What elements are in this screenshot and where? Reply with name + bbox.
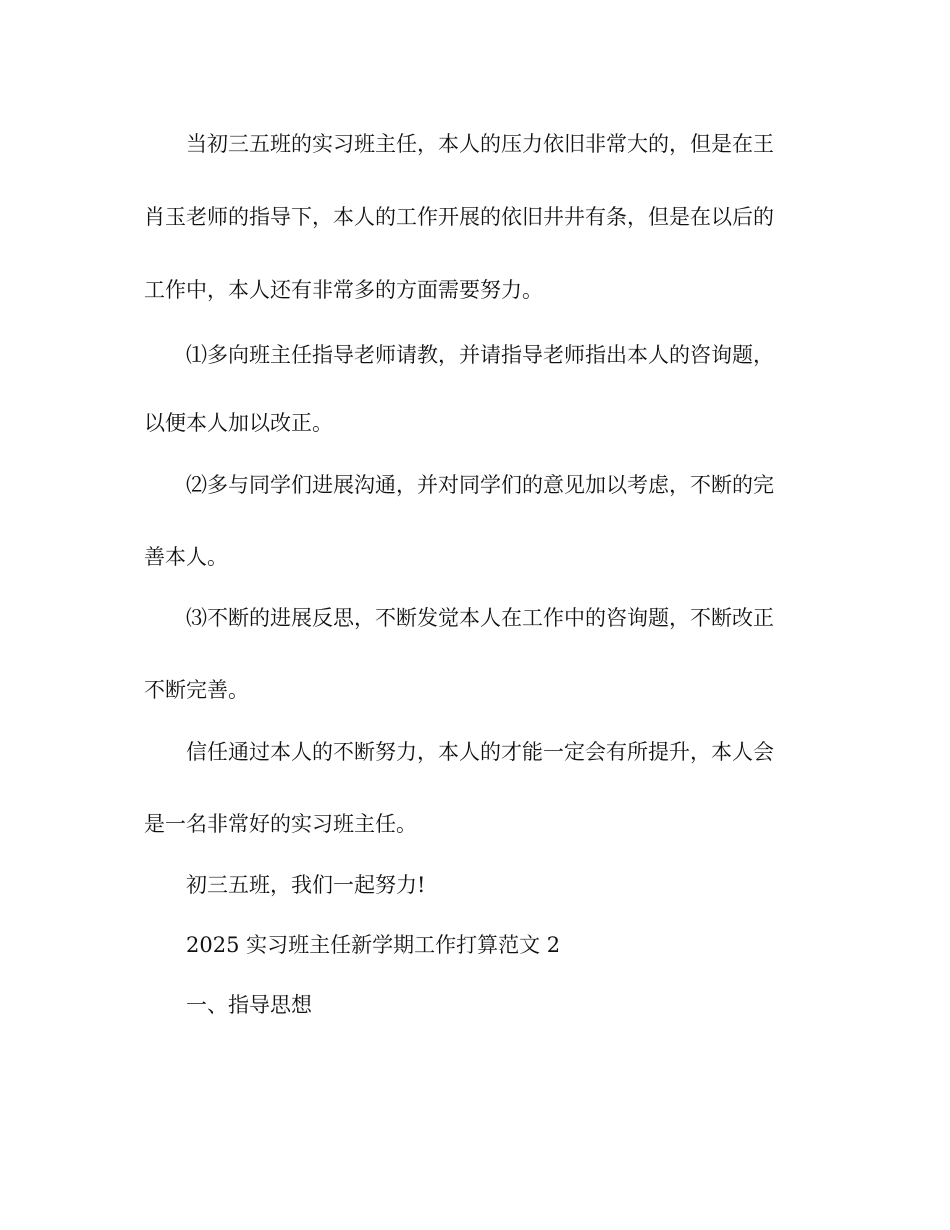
list-item-line: 以便本人加以改正。	[144, 411, 333, 435]
paragraph-line: 信任通过本人的不断努力，本人的才能一定会有所提升，本人会	[186, 740, 774, 764]
paragraph-line: 当初三五班的实习班主任，本人的压力依旧非常大的，但是在王	[186, 132, 774, 156]
list-item-line: 善本人。	[144, 545, 228, 569]
list-item-line: ⑶不断的进展反思，不断发觉本人在工作中的咨询题，不断改正	[186, 606, 774, 630]
list-item-line: ⑴多向班主任指导老师请教，并请指导老师指出本人的咨询题，	[186, 343, 774, 367]
section-title: 2025 实习班主任新学期工作打算范文 2	[186, 933, 561, 957]
list-item-line: ⑵多与同学们进展沟通，并对同学们的意见加以考虑，不断的完	[186, 473, 774, 497]
list-item-line: 不断完善。	[144, 678, 249, 702]
section-heading: 一、指导思想	[186, 993, 312, 1017]
paragraph-line: 初三五班，我们一起努力!	[186, 873, 426, 897]
paragraph-line: 是一名非常好的实习班主任。	[144, 812, 417, 836]
paragraph-line: 肖玉老师的指导下，本人的工作开展的依旧井井有条，但是在以后的	[144, 205, 774, 229]
paragraph-line: 工作中，本人还有非常多的方面需要努力。	[144, 278, 543, 302]
